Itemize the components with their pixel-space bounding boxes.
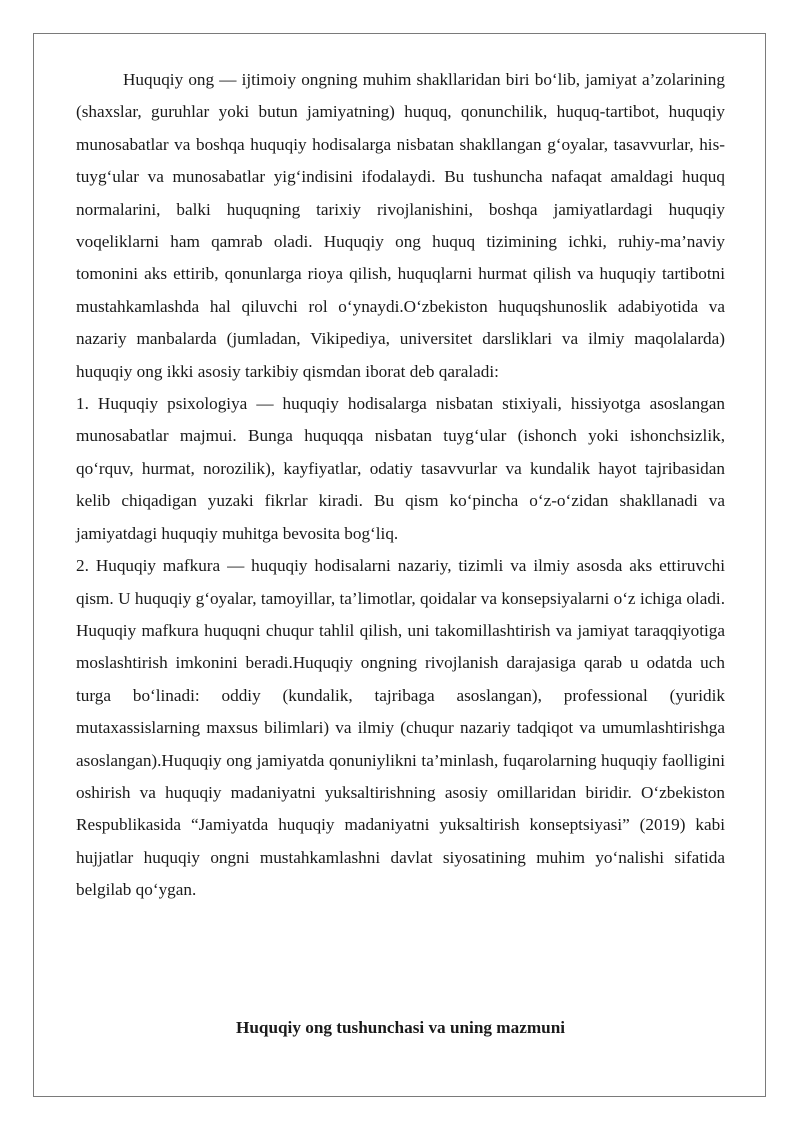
paragraph-intro: Huquqiy ong — ijtimoiy ongning muhim shakllaridan biri bo‘lib, jamiyat a’zolarining (shaxslar, guruhlar yoki butun jamiyatning) huquq, qonunchilik, huquq-tartibot, huquqiy munosabatlar va boshqa huquqiy hodisalarga nisbatan shakllangan g‘oyalar, tasavvurlar, his-tuyg‘ular va munosabatlar yig‘indisini ifodalaydi. Bu tushuncha nafaqat amaldagi huquq normalarini, balki huquqning tarixiy rivojlanishini, boshqa jamiyatlardagi huquqiy voqeliklarni ham qamrab oladi. Huquqiy ong huquq tizimining ichki, ruhiy-ma’naviy tomonini aks ettirib, qonunlarga rioya qilish, huquqlarni hurmat qilish va huquqiy tartibotni mustahkamlashda hal qiluvchi rol o‘ynaydi.O‘zbekiston huquqshunoslik adabiyotida va nazariy manbalarda (jumladan, Vikipediya, universitet darsliklari va ilmiy maqolalarda) huquqiy ong ikki asosiy tarkibiy qismdan iborat deb qaraladi: bbox=[76, 70, 725, 381]
document-body bbox=[76, 64, 725, 907]
paragraph-legal-psychology: 1. Huquqiy psixologiya — huquqiy hodisalarga nisbatan stixiyali, hissiyotga asoslangan munosabatlar majmui. Bunga huquqqa nisbatan tuyg‘ular (ishonch yoki ishonchsizlik, qo‘rquv, hurmat, norozilik), kayfiyatlar, odatiy tasavvurlar va kundalik hayot tajribasidan kelib chiqadigan yuzaki fikrlar kiradi. Bu qism ko‘pincha o‘z-o‘zidan shakllanadi va jamiyatdagi huquqiy muhitga bevosita bog‘liq. bbox=[76, 394, 725, 543]
paragraph-legal-ideology: 2. Huquqiy mafkura — huquqiy hodisalarni nazariy, tizimli va ilmiy asosda aks ettiruvchi qism. U huquqiy g‘oyalar, tamoyillar, ta’limotlar, qoidalar va konsepsiyalarni o‘z ichiga oladi. Huquqiy mafkura huquqni chuqur tahlil qilish, uni takomillashtirish va jamiyat taraqqiyotiga moslashtirish imkonini beradi.Huquqiy ongning rivojlanish darajasiga qarab u odatda uch turga bo‘linadi: oddiy (kundalik, tajribaga asoslangan), professional (yuridik mutaxassislarning maxsus bilimlari) va ilmiy (chuqur nazariy tadqiqot va umumlashtirishga asoslangan).Huquqiy ong jamiyatda qonuniylikni ta’minlash, fuqarolarning huquqiy faolligini oshirish va huquqiy madaniyatni yuksaltirishning asosiy omillaridan biridir. O‘zbekiston Respublikasida “Jamiyatda huquqiy madaniyatni yuksaltirish konseptsiyasi” (2019) kabi hujjatlar huquqiy ongni mustahkamlashni davlat siyosatining muhim yo‘nalishi sifatida belgilab qo‘ygan. bbox=[76, 556, 725, 900]
section-heading: Huquqiy ong tushunchasi va uning mazmuni bbox=[235, 1018, 566, 1037]
